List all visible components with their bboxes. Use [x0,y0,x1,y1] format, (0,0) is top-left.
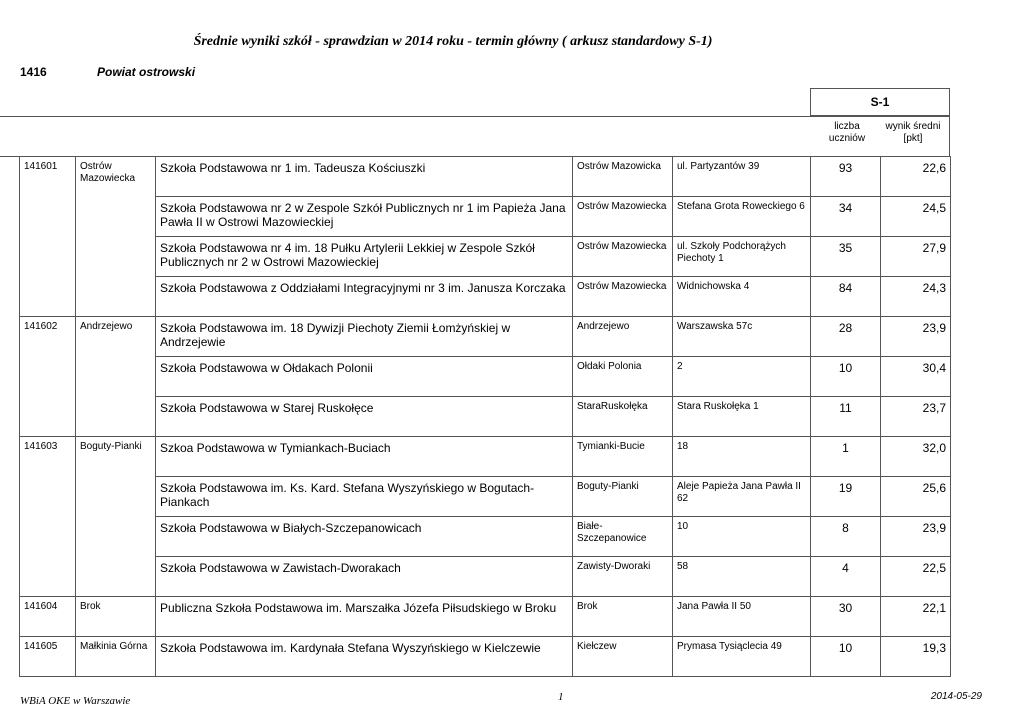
school-address: Aleje Papieża Jana Pawła II 62 [673,477,811,517]
table-row [20,357,951,397]
table-row [20,397,951,437]
school-city: Kiełczew [573,637,673,677]
gmina-name: Boguty-Pianki [76,437,156,597]
average-score: 23,9 [881,317,951,357]
school-city: StaraRuskołęka [573,397,673,437]
average-score: 22,1 [881,597,951,637]
school-name: Szkoła Podstawowa im. 18 Dywizji Piechoty Ziemii Łomżyńskiej w Andrzejewie [156,317,573,357]
results-table [19,156,951,677]
school-name: Szkoła Podstawowa nr 2 w Zespole Szkół Publicznych nr 1 im Papieża Jana Pawła II w Ostrowi Mazowieckiej [156,197,573,237]
student-count: 19 [811,477,881,517]
average-score: 24,5 [881,197,951,237]
table-row [20,237,951,277]
student-count: 35 [811,237,881,277]
student-count: 8 [811,517,881,557]
average-score: 22,5 [881,557,951,597]
powiat-name: Powiat ostrowski [97,65,196,79]
school-address: Stara Ruskołęka 1 [673,397,811,437]
school-city: Ostrów Mazowicka [573,157,673,197]
footer-organization: WBiA OKE w Warszawie [20,695,131,707]
school-city: Ostrów Mazowiecka [573,237,673,277]
school-name: Szkoła Podstawowa im. Kardynała Stefana Wyszyńskiego w Kielczewie [156,637,573,677]
average-score: 23,9 [881,517,951,557]
school-name: Szkoła Podstawowa w Zawistach-Dworakach [156,557,573,597]
student-count: 10 [811,637,881,677]
average-score: 27,9 [881,237,951,277]
student-count: 28 [811,317,881,357]
footer-date: 2014-05-29 [930,691,982,702]
table-row [20,437,951,477]
school-name: Szkoła Podstawowa w Białych-Szczepanowicach [156,517,573,557]
student-count: 93 [811,157,881,197]
student-count: 30 [811,597,881,637]
gmina-name: Ostrów Mazowiecka [76,157,156,317]
table-row [20,157,951,197]
average-score: 19,3 [881,637,951,677]
column-header-avg: wynik średni [pkt] [885,121,941,144]
school-city: Brok [573,597,673,637]
school-address: 18 [673,437,811,477]
average-score: 23,7 [881,397,951,437]
school-city: Białe-Szczepanowice [573,517,673,557]
school-name: Publiczna Szkoła Podstawowa im. Marszałka Józefa Piłsudskiego w Broku [156,597,573,637]
school-city: Tymianki-Bucie [573,437,673,477]
school-address: Prymasa Tysiąclecia 49 [673,637,811,677]
school-city: Ołdaki Polonia [573,357,673,397]
column-header-count: liczba uczniów [828,121,866,144]
footer-page-number: 1 [558,691,564,703]
gmina-code: 141601 [20,157,76,317]
student-count: 84 [811,277,881,317]
table-row [20,317,951,357]
student-count: 4 [811,557,881,597]
gmina-name: Małkinia Górna [76,637,156,677]
school-address: Stefana Grota Roweckiego 6 [673,197,811,237]
school-name: Szkoła Podstawowa nr 4 im. 18 Pułku Artylerii Lekkiej w Zespole Szkół Publicznych nr 2 w Ostrowi Mazowieckiej [156,237,573,277]
school-name: Szkoła Podstawowa w Starej Ruskołęce [156,397,573,437]
school-address: Warszawska 57c [673,317,811,357]
school-address: 2 [673,357,811,397]
school-city: Boguty-Pianki [573,477,673,517]
table-row [20,557,951,597]
student-count: 11 [811,397,881,437]
school-address: ul. Szkoły Podchorążych Piechoty 1 [673,237,811,277]
document-title: Średnie wyniki szkół - sprawdzian w 2014 roku - termin główny ( arkusz standardowy S-1) [193,34,713,49]
column-header-row [0,116,950,157]
student-count: 1 [811,437,881,477]
school-address: 10 [673,517,811,557]
gmina-name: Andrzejewo [76,317,156,437]
school-city: Ostrów Mazowiecka [573,277,673,317]
gmina-code: 141602 [20,317,76,437]
table-row [20,517,951,557]
average-score: 22,6 [881,157,951,197]
school-name: Szkoła Podstawowa z Oddziałami Integracyjnymi nr 3 im. Janusza Korczaka [156,277,573,317]
school-address: ul. Partyzantów 39 [673,157,811,197]
school-address: Widnichowska 4 [673,277,811,317]
exam-header: S-1 [810,88,950,116]
school-name: Szkoła Podstawowa nr 1 im. Tadeusza Kościuszki [156,157,573,197]
gmina-name: Brok [76,597,156,637]
school-name: Szkoła Podstawowa w Ołdakach Polonii [156,357,573,397]
school-address: Jana Pawła II 50 [673,597,811,637]
table-row [20,597,951,637]
average-score: 24,3 [881,277,951,317]
results-table-body [20,157,951,677]
school-name: Szkoa Podstawowa w Tymiankach-Buciach [156,437,573,477]
table-row [20,197,951,237]
table-row [20,637,951,677]
school-city: Ostrów Mazowiecka [573,197,673,237]
powiat-code: 1416 [20,65,47,79]
gmina-code: 141604 [20,597,76,637]
student-count: 10 [811,357,881,397]
gmina-code: 141605 [20,637,76,677]
gmina-code: 141603 [20,437,76,597]
student-count: 34 [811,197,881,237]
table-row [20,277,951,317]
average-score: 25,6 [881,477,951,517]
table-row [20,477,951,517]
school-city: Zawisty-Dworaki [573,557,673,597]
school-address: 58 [673,557,811,597]
school-name: Szkoła Podstawowa im. Ks. Kard. Stefana Wyszyńskiego w Bogutach-Piankach [156,477,573,517]
school-city: Andrzejewo [573,317,673,357]
average-score: 32,0 [881,437,951,477]
average-score: 30,4 [881,357,951,397]
